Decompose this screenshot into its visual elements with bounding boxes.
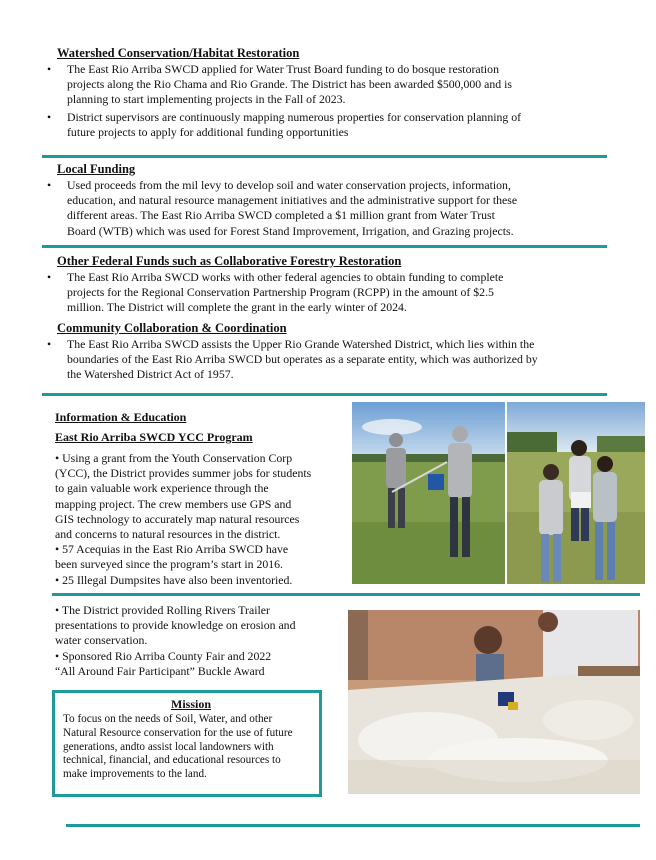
bullet-line: planning to start implementing projects in the Fall of 2023. — [67, 92, 346, 107]
text-line: to gain valuable work experience through the — [55, 481, 269, 496]
info-education-heading: Information & Education — [55, 410, 187, 424]
ycc-program-heading: East Rio Arriba SWCD YCC Program — [55, 430, 253, 444]
photo-rolling-rivers-trailer — [348, 610, 640, 794]
bullet-line: Used proceeds from the mil levy to develop soil and water conservation projects, information, — [67, 178, 511, 192]
bullet-line: The East Rio Arriba SWCD applied for Water Trust Board funding to do bosque restoration — [67, 62, 499, 76]
mission-title: Mission — [171, 697, 212, 711]
section-divider — [42, 245, 607, 248]
text-line: • Sponsored Rio Arriba County Fair and 2022 — [55, 648, 272, 663]
bullet-marker: • — [47, 178, 52, 192]
bullet-marker: • — [47, 110, 52, 124]
photo-rolling-rivers-trailer-image — [348, 610, 640, 794]
text-line: “All Around Fair Participant” Buckle Award — [55, 663, 265, 678]
text-line: (YCC), the District provides summer jobs for students — [55, 466, 312, 481]
bullet-line: future projects to apply for additional funding opportunities — [67, 125, 349, 140]
bullet-line: the Watershed District Act of 1957. — [67, 367, 234, 382]
list-item — [47, 178, 617, 242]
photo-field-crew-right — [507, 402, 645, 584]
bullet-line: projects for the Regional Conservation Partnership Program (RCPP) in the amount of $2.5 — [67, 285, 494, 300]
text-line: water conservation. — [55, 633, 148, 648]
ycc-paragraph — [55, 451, 350, 588]
text-line: mapping project. The crew members use GPS and — [55, 496, 292, 511]
text-line: been surveyed since the program’s start in 2016. — [55, 557, 284, 572]
text-line: and concerns to natural resources in the district. — [55, 527, 281, 542]
footer-divider — [66, 824, 640, 827]
section-divider — [42, 155, 607, 158]
text-line: To focus on the needs of Soil, Water, and other — [63, 713, 273, 725]
community-heading: Community Collaboration & Coordination — [57, 321, 287, 335]
bullet-line: The East Rio Arriba SWCD works with other federal agencies to obtain funding to complete — [67, 270, 504, 284]
outreach-paragraph — [55, 603, 345, 679]
local-funding-heading: Local Funding — [57, 162, 136, 176]
list-item — [47, 110, 617, 142]
list-item — [47, 337, 617, 385]
text-line: GIS technology to accurately map natural resources — [55, 511, 300, 526]
text-line: generations, andto assist local landowners with — [63, 740, 274, 753]
photo-field-crew-left-image — [352, 402, 505, 584]
section-divider — [42, 393, 607, 396]
bullet-line: million. The District will complete the grant in the early winter of 2024. — [67, 300, 407, 315]
bullet-line: Board (WTB) which was used for Forest Stand Improvement, Irrigation, and Grazing projects. — [67, 223, 514, 238]
bullet-line: District supervisors are continuously mapping numerous properties for conservation planning of — [67, 110, 522, 124]
watershed-heading: Watershed Conservation/Habitat Restoration — [57, 46, 300, 60]
text-line: • The District provided Rolling Rivers Trailer — [55, 603, 270, 617]
list-item — [47, 270, 617, 318]
bullet-line: different areas. The East Rio Arriba SWCD completed a $1 million grant from Water Trust — [67, 208, 495, 223]
text-line: technical, financial, and educational resources to — [63, 754, 281, 767]
bullet-line: projects along the Rio Chama and Rio Grande. The District has been awarded $500,000 and is — [67, 77, 513, 92]
section-divider — [52, 593, 640, 596]
text-line: Natural Resource conservation for the use of future — [63, 726, 293, 739]
bullet-marker: • — [47, 337, 52, 351]
mission-text — [63, 713, 318, 782]
text-line: make improvements to the land. — [63, 768, 207, 781]
bullet-line: boundaries of the East Rio Arriba SWCD but operates as a separate entity, which was authorized by — [67, 352, 538, 367]
text-line: • 25 Illegal Dumpsites have also been inventoried. — [55, 572, 293, 587]
photo-field-crew-left — [352, 402, 505, 584]
bullet-line: The East Rio Arriba SWCD assists the Upper Rio Grande Watershed District, which lies within the — [67, 337, 535, 351]
photo-field-crew-right-image — [507, 402, 645, 584]
federal-funds-heading: Other Federal Funds such as Collaborative Forestry Restoration — [57, 254, 402, 268]
bullet-marker: • — [47, 62, 52, 76]
bullet-line: education, and natural resource management initiatives and the administrative support for these — [67, 193, 518, 208]
mission-box — [52, 690, 322, 797]
text-line: presentations to provide knowledge on erosion and — [55, 618, 296, 633]
text-line: • 57 Acequias in the East Rio Arriba SWCD have — [55, 542, 289, 557]
text-line: • Using a grant from the Youth Conservation Corp — [55, 451, 293, 465]
list-item — [47, 62, 617, 112]
bullet-marker: • — [47, 270, 52, 284]
